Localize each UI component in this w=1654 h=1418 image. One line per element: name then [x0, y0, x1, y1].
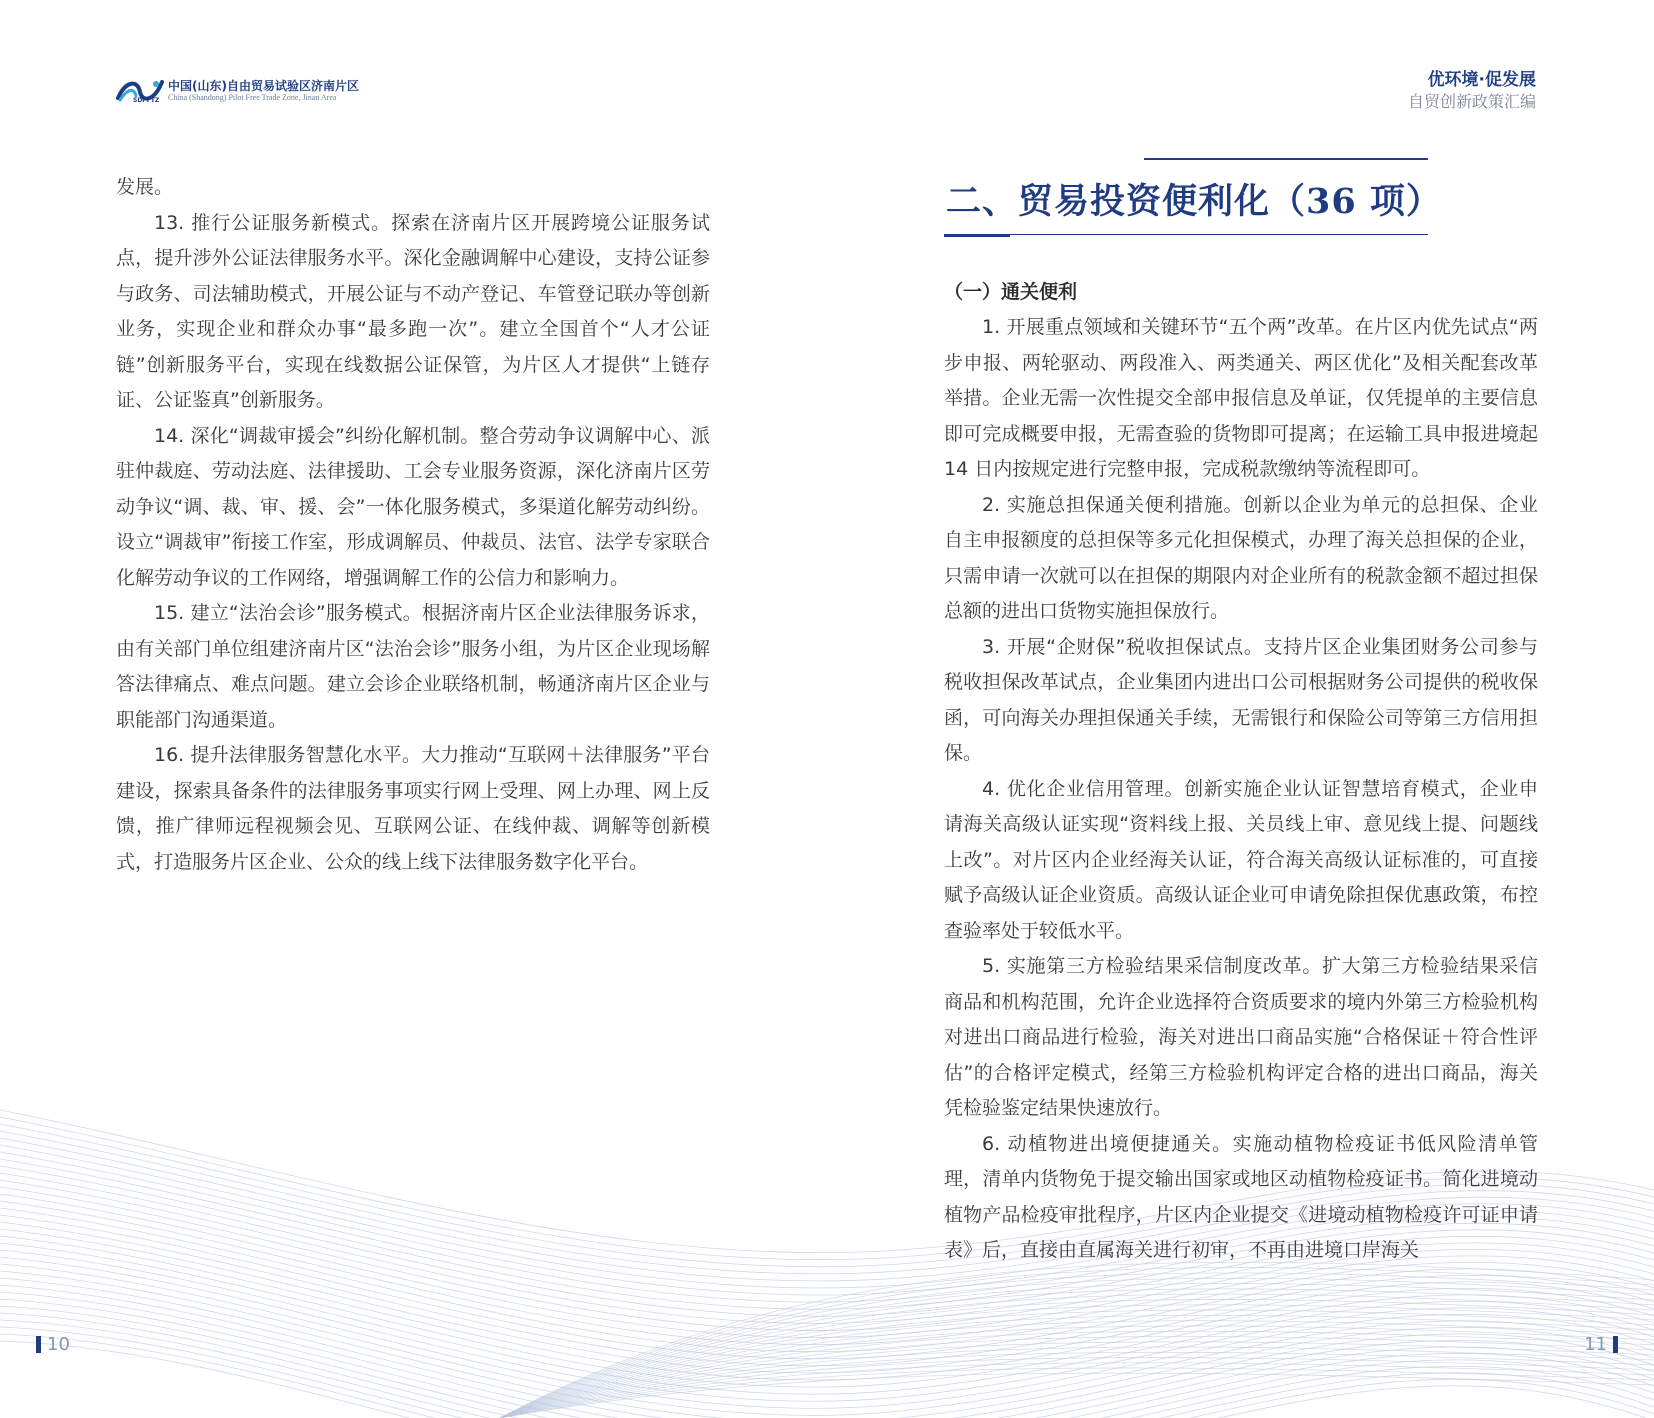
header-title: 优环境·促发展: [1427, 70, 1536, 90]
page-number-text: 10: [47, 1334, 70, 1355]
paragraph: 16. 提升法律服务智慧化水平。大力推动“互联网＋法律服务”平台建设，探索具备条件的法律服务事项实行网上受理、网上办理、网上反馈，推广律师远程视频会见、互联网公证、在线仲裁、调解等创新模式，打造服务片区企业、公众的线上线下法律服务数字化平台。: [116, 744, 710, 873]
paragraph: 13. 推行公证服务新模式。探索在济南片区开展跨境公证服务试点，提升涉外公证法律服务水平。深化金融调解中心建设，支持公证参与政务、司法辅助模式，开展公证与不动产登记、车管登记联办等创新业务，实现企业和群众办事“最多跑一次”。建立全国首个“人才公证链”创新服务平台，实现在线数据公证保管，为片区人才提供“上链存证、公证鉴真”创新服务。: [116, 211, 710, 411]
page-number-text: 11: [1584, 1334, 1607, 1355]
paragraph: 2. 实施总担保通关便利措施。创新以企业为单元的总担保、企业自主申报额度的总担保等多元化担保模式，办理了海关总担保的企业，只需申请一次就可以在担保的期限内对企业所有的税款金额不超过担保总额的进出口货物实施担保放行。: [944, 493, 1538, 622]
sdpftz-logo: [116, 76, 359, 106]
page-marker-bar: [36, 1336, 41, 1353]
running-header: [1408, 70, 1536, 112]
header-subtitle: 自贸创新政策汇编: [1407, 92, 1536, 111]
paragraph: 发展。: [116, 176, 174, 198]
right-page-body: [944, 275, 1538, 1269]
logo-abbreviation: SDPFTZ: [133, 97, 160, 104]
paragraph: 4. 优化企业信用管理。创新实施企业认证智慧培育模式，企业申请海关高级认证实现“资料线上报、关员线上审、意见线上提、问题线上改”。对片区内企业经海关认证，符合海关高级认证标准的，可直接赋予高级认证企业资质。高级认证企业可申请免除担保优惠政策，布控查验率处于较低水平。: [944, 777, 1538, 942]
wave-line: [500, 1352, 1654, 1418]
left-page-body: [116, 170, 710, 880]
wave-line: [500, 1262, 1654, 1418]
page-marker-bar: [1613, 1336, 1618, 1353]
section-heading: [944, 158, 1442, 236]
wave-line: [500, 1284, 1654, 1418]
logo-name-en: China (Shandong) Pilot Free Trade Zone, Jinan Area: [168, 93, 337, 103]
paragraph: 15. 建立“法治会诊”服务模式。根据济南片区企业法律服务诉求，由有关部门单位组建济南片区“法治会诊”服务小组，为片区企业现场解答法律痛点、难点问题。建立会诊企业联络机制，畅通济南片区企业与职能部门沟通渠道。: [116, 602, 710, 731]
wave-line: [0, 1334, 1654, 1418]
page-number-right: [1584, 1334, 1618, 1355]
divider: [944, 234, 1010, 237]
section-title: 二、贸易投资便利化（36 项）: [946, 181, 1442, 222]
paragraph: 1. 开展重点领域和关键环节“五个两”改革。在片区内优先试点“两步申报、两轮驱动、两段准入、两类通关、两区优化”及相关配套改革举措。企业无需一次性提交全部申报信息及单证，仅凭提单的主要信息即可完成概要申报，无需查验的货物即可提离；在运输工具申报进境起 14 日内按规定进行完整申报，完成税款缴纳等流程即可。: [944, 316, 1538, 480]
paragraph: 14. 深化“调裁审援会”纠纷化解机制。整合劳动争议调解中心、派驻仲裁庭、劳动法庭、法律援助、工会专业服务资源，深化济南片区劳动争议“调、裁、审、援、会”一体化服务模式，多渠道化解劳动纠纷。设立“调裁审”衔接工作室，形成调解员、仲裁员、法官、法学专家联合化解劳动争议的工作网络，增强调解工作的公信力和影响力。: [116, 424, 710, 589]
logo-name-cn: 中国(山东)自由贸易试验区济南片区: [168, 78, 359, 93]
divider: [1010, 234, 1428, 235]
page-number-left: [36, 1334, 70, 1355]
paragraph: 6. 动植物进出境便捷通关。实施动植物检疫证书低风险清单管理，清单内货物免于提交输出国家或地区动植物检疫证书。简化进境动植物产品检疫审批程序，片区内企业提交《进境动植物检疫许可证申请表》后，直接由直属海关进行初审，不再由进境口岸海关: [944, 1132, 1538, 1261]
wave-line: [500, 1326, 1654, 1418]
subsection-title: （一）通关便利: [944, 281, 1078, 303]
wave-line: [500, 1373, 1654, 1418]
paragraph: 5. 实施第三方检验结果采信制度改革。扩大第三方检验结果采信商品和机构范围，允许企业选择符合资质要求的境内外第三方检验机构对进出口商品进行检验，海关对进出口商品实施“合格保证＋符合性评估”的合格评定模式，经第三方检验机构评定合格的进出口商品，海关凭检验鉴定结果快速放行。: [944, 955, 1538, 1119]
paragraph: 3. 开展“企财保”税收担保试点。支持片区企业集团财务公司参与税收担保改革试点，企业集团内进出口公司根据财务公司提供的税收保函，可向海关办理担保通关手续，无需银行和保险公司等第三方信用担保。: [944, 635, 1538, 764]
divider: [1144, 158, 1428, 160]
logo-swirl-icon: [116, 76, 164, 106]
